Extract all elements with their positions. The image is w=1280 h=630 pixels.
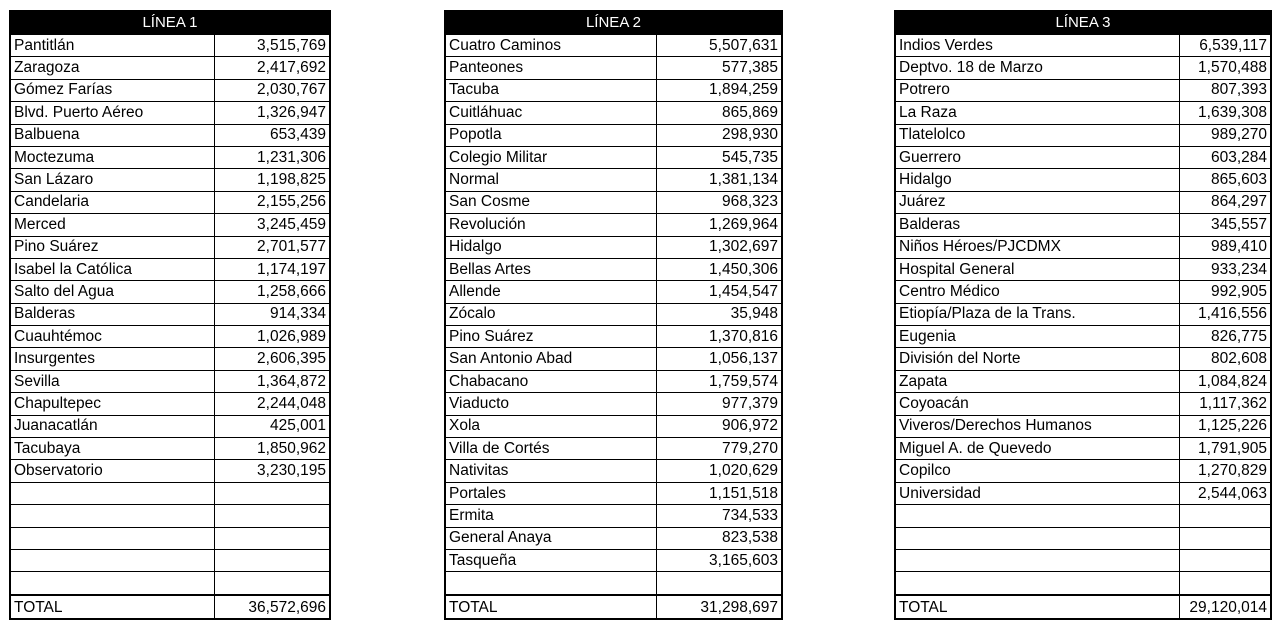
station-ridership: 1,151,518 [656, 482, 782, 504]
station-ridership: 865,603 [1179, 169, 1271, 191]
station-ridership: 1,454,547 [656, 281, 782, 303]
table-row [10, 124, 330, 146]
station-ridership [1179, 572, 1271, 595]
station-name: Salto del Agua [10, 281, 214, 303]
station-name: Miguel A. de Quevedo [895, 438, 1179, 460]
station-ridership: 2,030,767 [214, 79, 330, 101]
station-name: Insurgentes [10, 348, 214, 370]
table-row [445, 393, 782, 415]
station-ridership: 603,284 [1179, 146, 1271, 168]
table-row [445, 482, 782, 504]
table-row [10, 102, 330, 124]
total-label: TOTAL [445, 595, 656, 619]
table-row [10, 438, 330, 460]
station-ridership: 1,639,308 [1179, 102, 1271, 124]
station-name: Indios Verdes [895, 34, 1179, 57]
station-ridership: 1,174,197 [214, 258, 330, 280]
station-name: San Antonio Abad [445, 348, 656, 370]
table-row [895, 124, 1271, 146]
table-row [10, 281, 330, 303]
station-ridership: 1,198,825 [214, 169, 330, 191]
station-ridership: 2,544,063 [1179, 482, 1271, 504]
station-name: Tlatelolco [895, 124, 1179, 146]
station-ridership: 933,234 [1179, 258, 1271, 280]
table-row [445, 549, 782, 571]
station-ridership: 989,270 [1179, 124, 1271, 146]
station-name: Popotla [445, 124, 656, 146]
table-row [895, 572, 1271, 595]
table-row [895, 34, 1271, 57]
station-name: Panteones [445, 57, 656, 79]
station-name: General Anaya [445, 527, 656, 549]
table-row [895, 460, 1271, 482]
table-row [445, 460, 782, 482]
station-ridership: 5,507,631 [656, 34, 782, 57]
station-name: Zaragoza [10, 57, 214, 79]
table-title: LÍNEA 2 [445, 11, 782, 34]
station-name [10, 527, 214, 549]
total-value: 29,120,014 [1179, 595, 1271, 619]
table-row [445, 572, 782, 595]
station-name: Tacuba [445, 79, 656, 101]
table-row [445, 102, 782, 124]
station-ridership: 864,297 [1179, 191, 1271, 213]
table-row [10, 393, 330, 415]
station-ridership: 779,270 [656, 438, 782, 460]
station-name: Xola [445, 415, 656, 437]
station-ridership: 2,417,692 [214, 57, 330, 79]
table-row [445, 415, 782, 437]
station-name: Hidalgo [895, 169, 1179, 191]
table-row [445, 326, 782, 348]
station-ridership [656, 572, 782, 595]
station-ridership: 2,701,577 [214, 236, 330, 258]
table-row [10, 415, 330, 437]
table-row [10, 191, 330, 213]
station-name: Bellas Artes [445, 258, 656, 280]
station-name: La Raza [895, 102, 1179, 124]
table-title: LÍNEA 1 [10, 11, 330, 34]
station-name: San Lázaro [10, 169, 214, 191]
station-ridership: 1,020,629 [656, 460, 782, 482]
station-name: Coyoacán [895, 393, 1179, 415]
station-name [10, 549, 214, 571]
table-row [895, 214, 1271, 236]
station-ridership: 1,364,872 [214, 370, 330, 392]
station-ridership: 914,334 [214, 303, 330, 325]
station-name: Candelaria [10, 191, 214, 213]
station-name: Zócalo [445, 303, 656, 325]
station-ridership: 1,117,362 [1179, 393, 1271, 415]
table-row [10, 549, 330, 571]
station-ridership: 1,125,226 [1179, 415, 1271, 437]
linea-3-table [894, 10, 1272, 620]
table-row [895, 169, 1271, 191]
table-row [445, 191, 782, 213]
table-row [445, 57, 782, 79]
station-name [10, 572, 214, 595]
station-ridership: 35,948 [656, 303, 782, 325]
station-name: Universidad [895, 482, 1179, 504]
station-ridership: 1,269,964 [656, 214, 782, 236]
table-row [445, 348, 782, 370]
table-row [10, 236, 330, 258]
station-ridership: 1,326,947 [214, 102, 330, 124]
station-name [445, 572, 656, 595]
table-row [10, 370, 330, 392]
total-value: 36,572,696 [214, 595, 330, 619]
station-name: Portales [445, 482, 656, 504]
table-row [10, 258, 330, 280]
table-row [445, 214, 782, 236]
station-name: Juanacatlán [10, 415, 214, 437]
table-row [445, 527, 782, 549]
station-name: Isabel la Católica [10, 258, 214, 280]
table-row [895, 57, 1271, 79]
station-name: Nativitas [445, 460, 656, 482]
station-name: Chabacano [445, 370, 656, 392]
station-ridership [214, 482, 330, 504]
station-name: Tacubaya [10, 438, 214, 460]
station-name: Normal [445, 169, 656, 191]
table-row [445, 505, 782, 527]
station-name: Allende [445, 281, 656, 303]
station-ridership [214, 572, 330, 595]
station-name: Potrero [895, 79, 1179, 101]
station-ridership: 1,084,824 [1179, 370, 1271, 392]
station-ridership: 992,905 [1179, 281, 1271, 303]
station-name: Villa de Cortés [445, 438, 656, 460]
station-ridership: 2,155,256 [214, 191, 330, 213]
station-ridership [214, 549, 330, 571]
station-name: Copilco [895, 460, 1179, 482]
station-name [10, 482, 214, 504]
station-name [895, 505, 1179, 527]
table-row [10, 348, 330, 370]
total-label: TOTAL [895, 595, 1179, 619]
table-row [10, 169, 330, 191]
station-name: Blvd. Puerto Aéreo [10, 102, 214, 124]
station-ridership: 1,450,306 [656, 258, 782, 280]
station-ridership: 865,869 [656, 102, 782, 124]
table-row [445, 79, 782, 101]
station-name [895, 527, 1179, 549]
table-row [895, 370, 1271, 392]
station-ridership: 826,775 [1179, 326, 1271, 348]
table-row [445, 236, 782, 258]
station-name: Cuitláhuac [445, 102, 656, 124]
table-row [895, 102, 1271, 124]
station-ridership [214, 527, 330, 549]
station-name: Merced [10, 214, 214, 236]
table-row [445, 281, 782, 303]
station-ridership: 1,759,574 [656, 370, 782, 392]
station-name: Cuatro Caminos [445, 34, 656, 57]
station-ridership: 1,894,259 [656, 79, 782, 101]
station-name: Hospital General [895, 258, 1179, 280]
station-ridership: 823,538 [656, 527, 782, 549]
table-row [10, 482, 330, 504]
table-row [445, 258, 782, 280]
station-ridership: 2,244,048 [214, 393, 330, 415]
station-ridership: 1,302,697 [656, 236, 782, 258]
table-row [10, 527, 330, 549]
station-ridership: 734,533 [656, 505, 782, 527]
station-ridership: 1,026,989 [214, 326, 330, 348]
station-name: Moctezuma [10, 146, 214, 168]
station-ridership: 3,245,459 [214, 214, 330, 236]
total-row [445, 595, 782, 619]
station-name: Balbuena [10, 124, 214, 146]
station-ridership: 577,385 [656, 57, 782, 79]
station-ridership: 1,416,556 [1179, 303, 1271, 325]
linea-2-table [444, 10, 783, 620]
station-name: Hidalgo [445, 236, 656, 258]
table-row [445, 124, 782, 146]
station-name: Pino Suárez [445, 326, 656, 348]
table-row [895, 549, 1271, 571]
station-name: Deptvo. 18 de Marzo [895, 57, 1179, 79]
station-ridership: 968,323 [656, 191, 782, 213]
total-label: TOTAL [10, 595, 214, 619]
table-row [445, 303, 782, 325]
station-name: Sevilla [10, 370, 214, 392]
station-ridership: 1,570,488 [1179, 57, 1271, 79]
table-row [895, 79, 1271, 101]
station-name: Cuauhtémoc [10, 326, 214, 348]
table-row [895, 303, 1271, 325]
table-row [895, 348, 1271, 370]
table-row [445, 169, 782, 191]
table-row [895, 146, 1271, 168]
station-name: Eugenia [895, 326, 1179, 348]
station-name: Balderas [895, 214, 1179, 236]
table-row [10, 57, 330, 79]
table-row [445, 34, 782, 57]
table-row [895, 258, 1271, 280]
station-ridership: 3,230,195 [214, 460, 330, 482]
station-ridership: 989,410 [1179, 236, 1271, 258]
station-ridership: 1,381,134 [656, 169, 782, 191]
station-name: Niños Héroes/PJCDMX [895, 236, 1179, 258]
table-row [10, 460, 330, 482]
station-name: Ermita [445, 505, 656, 527]
station-ridership: 6,539,117 [1179, 34, 1271, 57]
station-name: Viaducto [445, 393, 656, 415]
table-row [10, 326, 330, 348]
station-name: Pino Suárez [10, 236, 214, 258]
station-ridership: 1,056,137 [656, 348, 782, 370]
table-row [10, 79, 330, 101]
total-row [895, 595, 1271, 619]
station-ridership: 3,515,769 [214, 34, 330, 57]
table-row [445, 370, 782, 392]
station-name: Zapata [895, 370, 1179, 392]
table-row [895, 527, 1271, 549]
table-row [895, 415, 1271, 437]
station-ridership: 2,606,395 [214, 348, 330, 370]
table-row [445, 146, 782, 168]
table-row [895, 438, 1271, 460]
station-ridership: 345,557 [1179, 214, 1271, 236]
station-ridership: 545,735 [656, 146, 782, 168]
station-name: Chapultepec [10, 393, 214, 415]
station-name: Gómez Farías [10, 79, 214, 101]
station-ridership: 1,850,962 [214, 438, 330, 460]
station-name [10, 505, 214, 527]
total-row [10, 595, 330, 619]
station-name: Observatorio [10, 460, 214, 482]
station-name: Etiopía/Plaza de la Trans. [895, 303, 1179, 325]
station-name: Pantitlán [10, 34, 214, 57]
table-title: LÍNEA 3 [895, 11, 1271, 34]
station-ridership: 1,791,905 [1179, 438, 1271, 460]
table-row [10, 572, 330, 595]
station-name: Revolución [445, 214, 656, 236]
station-ridership [1179, 549, 1271, 571]
table-row [445, 438, 782, 460]
station-name: Centro Médico [895, 281, 1179, 303]
table-row [895, 236, 1271, 258]
table-row [895, 281, 1271, 303]
table-row [895, 505, 1271, 527]
station-ridership [1179, 527, 1271, 549]
station-ridership: 906,972 [656, 415, 782, 437]
table-row [10, 303, 330, 325]
station-ridership: 1,370,816 [656, 326, 782, 348]
station-name: Colegio Militar [445, 146, 656, 168]
station-name [895, 549, 1179, 571]
table-row [895, 326, 1271, 348]
station-ridership: 1,231,306 [214, 146, 330, 168]
station-name: Juárez [895, 191, 1179, 213]
station-ridership: 425,001 [214, 415, 330, 437]
station-name: División del Norte [895, 348, 1179, 370]
table-row [10, 505, 330, 527]
station-name: Tasqueña [445, 549, 656, 571]
station-ridership: 1,258,666 [214, 281, 330, 303]
station-name: Viveros/Derechos Humanos [895, 415, 1179, 437]
table-row [10, 214, 330, 236]
station-name [895, 572, 1179, 595]
table-row [895, 482, 1271, 504]
station-name: Balderas [10, 303, 214, 325]
station-ridership: 3,165,603 [656, 549, 782, 571]
table-row [10, 146, 330, 168]
table-row [895, 191, 1271, 213]
station-ridership [1179, 505, 1271, 527]
total-value: 31,298,697 [656, 595, 782, 619]
station-ridership: 802,608 [1179, 348, 1271, 370]
station-ridership: 977,379 [656, 393, 782, 415]
linea-1-table [9, 10, 331, 620]
table-row [10, 34, 330, 57]
station-name: Guerrero [895, 146, 1179, 168]
station-name: San Cosme [445, 191, 656, 213]
station-ridership: 298,930 [656, 124, 782, 146]
station-ridership: 807,393 [1179, 79, 1271, 101]
station-ridership: 1,270,829 [1179, 460, 1271, 482]
station-ridership [214, 505, 330, 527]
station-ridership: 653,439 [214, 124, 330, 146]
table-row [895, 393, 1271, 415]
